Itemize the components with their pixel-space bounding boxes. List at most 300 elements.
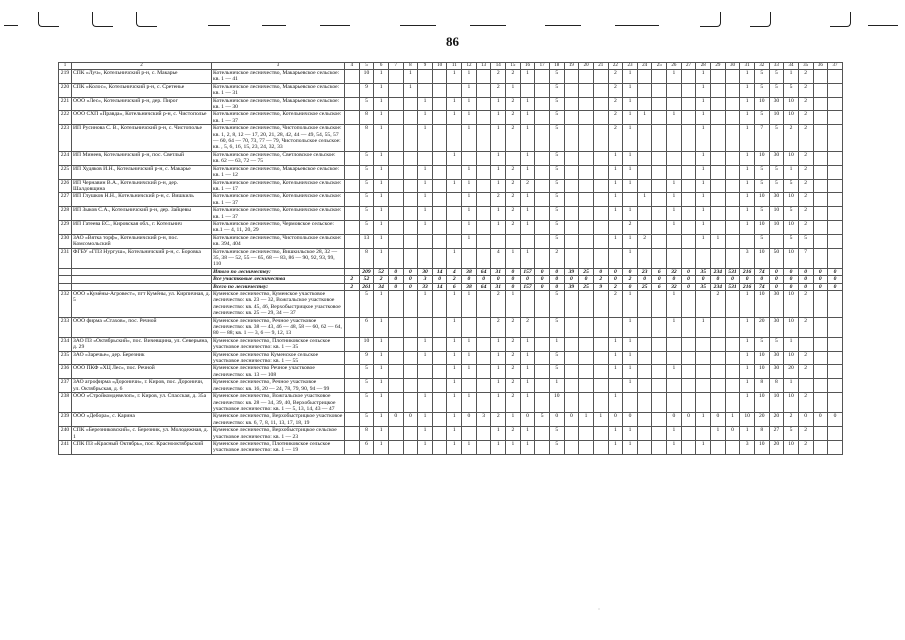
value-cell: 1 xyxy=(740,165,755,179)
value-cell xyxy=(388,248,403,268)
value-cell: 1 xyxy=(374,440,389,454)
value-cell xyxy=(418,83,433,97)
total-value: 0 xyxy=(608,276,623,283)
value-cell xyxy=(813,351,828,365)
total-value xyxy=(345,268,360,275)
binding-dash xyxy=(615,25,659,26)
value-cell: 5 xyxy=(359,393,374,413)
value-cell: 10 xyxy=(784,193,799,207)
location-cell: Котельничское лесничество, Макарьевское сельское: кв. 1 — 12 xyxy=(212,165,345,179)
value-cell: 1 xyxy=(740,70,755,84)
total-row xyxy=(59,276,843,283)
value-cell: 30 xyxy=(769,317,784,337)
value-cell xyxy=(725,70,740,84)
value-cell: 5 xyxy=(754,111,769,125)
column-header: 16 xyxy=(520,63,535,70)
value-cell: 2 xyxy=(506,97,521,111)
value-cell xyxy=(652,151,667,165)
value-cell: 6 xyxy=(359,317,374,337)
value-cell xyxy=(564,179,579,193)
value-cell xyxy=(637,351,652,365)
value-cell xyxy=(345,207,360,221)
value-cell xyxy=(813,248,828,268)
value-cell: 1 xyxy=(374,193,389,207)
value-cell: 10 xyxy=(784,393,799,413)
value-cell: 1 xyxy=(491,125,506,152)
value-cell xyxy=(403,179,418,193)
value-cell: 1 xyxy=(447,111,462,125)
value-cell: 1 xyxy=(696,413,711,427)
value-cell xyxy=(637,220,652,234)
value-cell: 1 xyxy=(462,179,477,193)
organization-cell: ИП Зыков С.А., Котельничский р-н, дер. Зайцевы xyxy=(72,207,212,221)
value-cell: 1 xyxy=(374,111,389,125)
value-cell xyxy=(828,207,843,221)
value-cell: 20 xyxy=(784,365,799,379)
value-cell xyxy=(696,427,711,441)
value-cell xyxy=(388,125,403,152)
value-cell: 1 xyxy=(418,97,433,111)
value-cell xyxy=(711,111,726,125)
value-cell: 1 xyxy=(623,179,638,193)
value-cell xyxy=(652,379,667,393)
value-cell: 1 xyxy=(520,70,535,84)
total-value: 2 xyxy=(345,276,360,283)
value-cell xyxy=(813,151,828,165)
value-cell: 1 xyxy=(608,337,623,351)
value-cell xyxy=(681,317,696,337)
organization-cell: СПК «Колос», Котельничский р-н, с. Сретенье xyxy=(72,83,212,97)
location-cell: Котельничское лесничество, Макарьевское сельское: кв. 1 — 41 xyxy=(212,70,345,84)
value-cell xyxy=(828,317,843,337)
value-cell: 1 xyxy=(623,351,638,365)
value-cell: 5 xyxy=(549,83,564,97)
value-cell xyxy=(418,151,433,165)
value-cell xyxy=(388,291,403,318)
value-cell: 1 xyxy=(637,111,652,125)
total-row xyxy=(59,283,843,290)
value-cell xyxy=(432,379,447,393)
total-value: 0 xyxy=(623,283,638,290)
value-cell: 1 xyxy=(593,413,608,427)
value-cell: 1 xyxy=(696,440,711,454)
value-cell xyxy=(725,97,740,111)
value-cell: 50 xyxy=(769,248,784,268)
total-value: 0 xyxy=(535,283,550,290)
value-cell: 1 xyxy=(491,337,506,351)
value-cell xyxy=(637,427,652,441)
total-value: 33 xyxy=(418,283,433,290)
value-cell xyxy=(667,151,682,165)
value-cell: 1 xyxy=(491,351,506,365)
total-value: 25 xyxy=(637,283,652,290)
value-cell: 1 xyxy=(608,207,623,221)
row-number: 229 xyxy=(59,220,72,234)
value-cell: 2 xyxy=(491,83,506,97)
value-cell xyxy=(345,365,360,379)
total-value: 34 xyxy=(374,283,389,290)
value-cell xyxy=(681,248,696,268)
total-value: 157 xyxy=(520,268,535,275)
value-cell xyxy=(345,111,360,125)
total-value: 25 xyxy=(579,283,594,290)
total-value: 0 xyxy=(681,268,696,275)
column-header: 6 xyxy=(374,63,389,70)
value-cell xyxy=(535,97,550,111)
value-cell xyxy=(828,351,843,365)
value-cell xyxy=(476,179,491,193)
value-cell xyxy=(593,70,608,84)
value-cell xyxy=(403,193,418,207)
value-cell xyxy=(608,379,623,393)
value-cell: 2 xyxy=(491,193,506,207)
value-cell: 8 xyxy=(359,111,374,125)
column-header: 34 xyxy=(784,63,799,70)
value-cell: 1 xyxy=(608,427,623,441)
value-cell xyxy=(345,427,360,441)
column-header: 1 xyxy=(59,63,72,70)
value-cell: 1 xyxy=(462,365,477,379)
value-cell xyxy=(564,193,579,207)
value-cell xyxy=(388,393,403,413)
organization-cell: ЗАО агрофирма «Дороничи», г. Киров, пос. Дороничи, ул. Октябрьская, д. 6 xyxy=(72,379,212,393)
organization-cell: ЗАО «Вятка торф», Котельничский р-н, пос. Комсомольский xyxy=(72,234,212,248)
value-cell: 1 xyxy=(491,427,506,441)
value-cell xyxy=(667,234,682,248)
value-cell: 1 xyxy=(725,413,740,427)
organization-cell: ООО «Лес», Котельничский р-н, дер. Пирог xyxy=(72,97,212,111)
location-cell: Котельничское лесничество, Макарьевское сельское: кв. 1 — 31 xyxy=(212,83,345,97)
value-cell: 1 xyxy=(418,193,433,207)
value-cell: 1 xyxy=(447,317,462,337)
value-cell: 1 xyxy=(696,193,711,207)
value-cell: 0 xyxy=(813,413,828,427)
value-cell xyxy=(725,337,740,351)
value-cell xyxy=(813,125,828,152)
value-cell xyxy=(579,111,594,125)
value-cell xyxy=(520,83,535,97)
value-cell: 1 xyxy=(374,393,389,413)
total-value: 0 xyxy=(740,276,755,283)
value-cell: 1 xyxy=(374,291,389,318)
value-cell: 5 xyxy=(754,234,769,248)
value-cell xyxy=(711,70,726,84)
value-cell xyxy=(725,351,740,365)
value-cell xyxy=(593,220,608,234)
row-number: 225 xyxy=(59,165,72,179)
value-cell: 1 xyxy=(374,337,389,351)
location-cell: Котельничское лесничество, Котельничское сельское: кв. 1 — 37 xyxy=(212,193,345,207)
location-cell: Куменское лесничество Куменское сельское участковое лесничество: кв. 1 — 55 xyxy=(212,351,345,365)
value-cell: 5 xyxy=(769,125,784,152)
value-cell xyxy=(432,337,447,351)
value-cell xyxy=(579,427,594,441)
page-footer-mark: ˌ xyxy=(598,604,600,610)
total-value: 3 xyxy=(418,276,433,283)
value-cell: 30 xyxy=(769,351,784,365)
total-value: 0 xyxy=(506,276,521,283)
empty-cell xyxy=(72,283,212,290)
row-number: 239 xyxy=(59,413,72,427)
value-cell xyxy=(388,351,403,365)
value-cell xyxy=(725,83,740,97)
value-cell: 1 xyxy=(403,83,418,97)
value-cell xyxy=(432,193,447,207)
value-cell: 10 xyxy=(549,393,564,413)
value-cell: 10 xyxy=(754,220,769,234)
value-cell xyxy=(535,337,550,351)
value-cell xyxy=(447,207,462,221)
value-cell: 1 xyxy=(418,207,433,221)
value-cell xyxy=(388,317,403,337)
value-cell xyxy=(637,291,652,318)
value-cell xyxy=(828,337,843,351)
total-value: 0 xyxy=(520,276,535,283)
column-header: 12 xyxy=(462,63,477,70)
value-cell: 1 xyxy=(462,165,477,179)
value-cell: 1 xyxy=(462,97,477,111)
value-cell: 5 xyxy=(359,291,374,318)
value-cell: 1 xyxy=(608,440,623,454)
value-cell: 1 xyxy=(418,427,433,441)
value-cell xyxy=(681,427,696,441)
value-cell xyxy=(432,70,447,84)
value-cell xyxy=(696,291,711,318)
column-header: 11 xyxy=(447,63,462,70)
value-cell xyxy=(564,151,579,165)
value-cell: 1 xyxy=(623,291,638,318)
value-cell xyxy=(345,97,360,111)
binding-marks xyxy=(0,12,905,34)
value-cell xyxy=(345,337,360,351)
value-cell: 5 xyxy=(359,193,374,207)
value-cell xyxy=(535,440,550,454)
value-cell: 2 xyxy=(520,317,535,337)
total-value: 38 xyxy=(462,268,477,275)
value-cell xyxy=(579,151,594,165)
value-cell xyxy=(828,365,843,379)
value-cell: 2 xyxy=(798,97,813,111)
value-cell xyxy=(432,111,447,125)
value-cell: 1 xyxy=(667,111,682,125)
value-cell: 1 xyxy=(491,165,506,179)
table-row xyxy=(59,291,843,318)
value-cell xyxy=(725,151,740,165)
value-cell: 5 xyxy=(549,351,564,365)
table-row xyxy=(59,317,843,337)
value-cell xyxy=(681,179,696,193)
value-cell: 1 xyxy=(447,393,462,413)
total-value: 38 xyxy=(462,283,477,290)
organization-cell: ООО ПКФ «ХЦ Лес», пос. Речной xyxy=(72,365,212,379)
value-cell: 10 xyxy=(754,193,769,207)
value-cell xyxy=(579,440,594,454)
value-cell: 1 xyxy=(740,291,755,318)
value-cell xyxy=(711,151,726,165)
value-cell: 0 xyxy=(623,413,638,427)
value-cell: 0 xyxy=(388,413,403,427)
location-cell: Котельничское лесничество, Чистопольское сельское: кв. 1, 2, 8, 12 — 17, 20, 21, 28, 42, 44 — 49, 54, 55, 57 — 60, 64 — 70, 73, 77 — 79, Чистопольское сельское: кв. , 5, 6, 16, 15, 23, 24, 32, 33 xyxy=(212,125,345,152)
value-cell: 1 xyxy=(462,220,477,234)
value-cell xyxy=(388,97,403,111)
value-cell xyxy=(828,427,843,441)
value-cell xyxy=(432,220,447,234)
value-cell xyxy=(535,291,550,318)
value-cell: 2 xyxy=(608,97,623,111)
value-cell: 20 xyxy=(769,413,784,427)
binding-corner-mark xyxy=(136,12,157,27)
total-value: 216 xyxy=(740,283,755,290)
value-cell: 5 xyxy=(549,291,564,318)
value-cell xyxy=(711,379,726,393)
total-value: 0 xyxy=(549,283,564,290)
column-header: 3 xyxy=(212,63,345,70)
column-header: 25 xyxy=(652,63,667,70)
value-cell: 2 xyxy=(506,125,521,152)
value-cell xyxy=(579,365,594,379)
binding-dash xyxy=(545,25,581,26)
organization-cell: СПК «Луч», Котельничский р-н, с. Макарье xyxy=(72,70,212,84)
value-cell xyxy=(681,220,696,234)
value-cell: 1 xyxy=(506,248,521,268)
value-cell: 1 xyxy=(667,365,682,379)
value-cell xyxy=(476,379,491,393)
value-cell: 0 xyxy=(725,427,740,441)
value-cell xyxy=(447,220,462,234)
value-cell xyxy=(345,413,360,427)
value-cell: 3 xyxy=(740,248,755,268)
binding-dash xyxy=(400,25,436,26)
organization-cell: ООО «Кумёны-Агровест», пгт Кумёны, ул. Кирпичная, д. 5 xyxy=(72,291,212,318)
value-cell: 30 xyxy=(769,291,784,318)
value-cell xyxy=(388,427,403,441)
value-cell: 8 xyxy=(754,379,769,393)
value-cell: 1 xyxy=(520,440,535,454)
value-cell xyxy=(462,317,477,337)
value-cell xyxy=(579,317,594,337)
total-value: 209 xyxy=(359,268,374,275)
value-cell xyxy=(813,193,828,207)
value-cell: 1 xyxy=(374,179,389,193)
value-cell xyxy=(711,207,726,221)
value-cell xyxy=(696,379,711,393)
table-row xyxy=(59,125,843,152)
value-cell: 5 xyxy=(549,427,564,441)
value-cell: 8 xyxy=(359,125,374,152)
location-cell: Котельничское лесничество, Чистопольское сельское: кв. 394, 404 xyxy=(212,234,345,248)
table-row xyxy=(59,365,843,379)
organization-cell: ФГБУ «ГПЗ Нургуш», Котельничский р-н, с. Боровка xyxy=(72,248,212,268)
total-value: 0 xyxy=(593,268,608,275)
value-cell xyxy=(813,179,828,193)
value-cell xyxy=(345,234,360,248)
page-number: 86 xyxy=(446,34,459,49)
value-cell xyxy=(637,440,652,454)
value-cell: 1 xyxy=(374,220,389,234)
value-cell xyxy=(828,70,843,84)
value-cell: 2 xyxy=(798,111,813,125)
value-cell xyxy=(667,97,682,111)
total-value: 0 xyxy=(549,268,564,275)
value-cell xyxy=(403,317,418,337)
table-row xyxy=(59,393,843,413)
value-cell xyxy=(476,351,491,365)
value-cell: 1 xyxy=(549,379,564,393)
total-value: 0 xyxy=(784,268,799,275)
total-value: 234 xyxy=(711,268,726,275)
value-cell xyxy=(813,427,828,441)
value-cell xyxy=(476,111,491,125)
row-number: 220 xyxy=(59,83,72,97)
value-cell: 5 xyxy=(754,179,769,193)
register-table-container xyxy=(58,62,842,455)
total-value: 32 xyxy=(667,283,682,290)
total-value: 52 xyxy=(359,276,374,283)
value-cell xyxy=(593,317,608,337)
value-cell xyxy=(403,427,418,441)
value-cell: 0 xyxy=(681,413,696,427)
value-cell xyxy=(564,97,579,111)
value-cell xyxy=(564,337,579,351)
value-cell: 30 xyxy=(769,365,784,379)
value-cell: 2 xyxy=(798,165,813,179)
value-cell xyxy=(828,111,843,125)
value-cell: 5 xyxy=(359,379,374,393)
value-cell: 1 xyxy=(740,125,755,152)
value-cell: 2 xyxy=(637,234,652,248)
total-value: 35 xyxy=(696,283,711,290)
value-cell xyxy=(652,193,667,207)
value-cell xyxy=(711,440,726,454)
value-cell: 8 xyxy=(359,248,374,268)
row-number: 232 xyxy=(59,291,72,318)
value-cell: 1 xyxy=(506,440,521,454)
value-cell: 1 xyxy=(462,111,477,125)
value-cell: 5 xyxy=(549,317,564,337)
value-cell xyxy=(652,220,667,234)
value-cell xyxy=(637,97,652,111)
organization-cell: ООО СХП «Правда», Котельничский р-н, с. Чистополье xyxy=(72,111,212,125)
value-cell: 10 xyxy=(754,97,769,111)
value-cell: 0 xyxy=(828,413,843,427)
value-cell: 2 xyxy=(798,220,813,234)
value-cell: 1 xyxy=(608,151,623,165)
total-value: 531 xyxy=(725,283,740,290)
value-cell xyxy=(535,351,550,365)
binding-corner-mark xyxy=(38,12,59,27)
value-cell: 1 xyxy=(462,234,477,248)
value-cell: 1 xyxy=(520,207,535,221)
total-value: 0 xyxy=(828,276,843,283)
total-value: 23 xyxy=(637,268,652,275)
value-cell: 1 xyxy=(623,248,638,268)
value-cell: 1 xyxy=(608,193,623,207)
row-number: 237 xyxy=(59,379,72,393)
value-cell xyxy=(388,111,403,125)
value-cell: 1 xyxy=(637,193,652,207)
value-cell: 1 xyxy=(623,165,638,179)
value-cell: 20 xyxy=(754,413,769,427)
value-cell xyxy=(345,125,360,152)
total-value: 0 xyxy=(784,283,799,290)
value-cell xyxy=(681,365,696,379)
value-cell xyxy=(520,291,535,318)
value-cell: 1 xyxy=(520,365,535,379)
value-cell xyxy=(593,393,608,413)
value-cell: 2 xyxy=(506,179,521,193)
column-header: 19 xyxy=(564,63,579,70)
value-cell xyxy=(667,165,682,179)
